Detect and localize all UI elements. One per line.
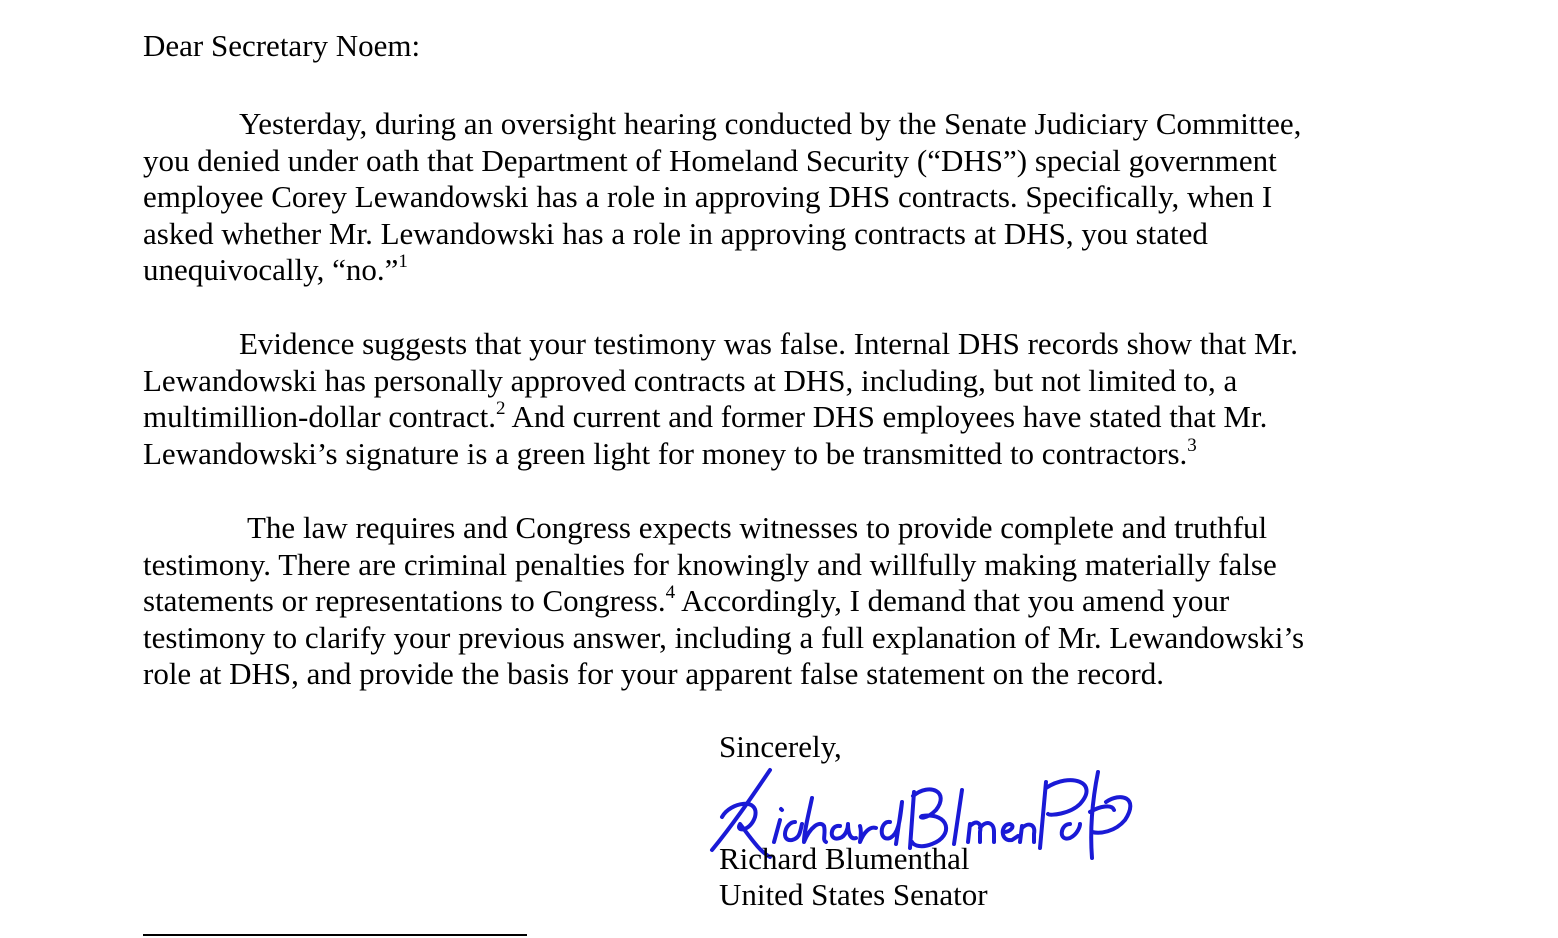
signer-title: United States Senator <box>719 877 988 912</box>
paragraph-3 <box>143 510 1304 693</box>
paragraph-line: asked whether Mr. Lewandowski has a role in approving contracts at DHS, you stated <box>143 215 1208 251</box>
footnote-marker: 1 <box>398 251 408 272</box>
paragraph-line: The law requires and Congress expects witnesses to provide complete and truthful <box>247 510 1268 545</box>
salutation: Dear Secretary Noem: <box>143 28 421 63</box>
closing: Sincerely, <box>719 729 842 764</box>
paragraph-line: Evidence suggests that your testimony was false. Internal DHS records show that Mr. <box>239 326 1298 361</box>
paragraph-line: Yesterday, during an oversight hearing conducted by the Senate Judiciary Committee, <box>239 106 1302 141</box>
paragraph-line: multimillion-dollar contract.$^2$ And current and former DHS employees have stated that Mr. <box>143 398 1268 434</box>
footnote-marker: 3 <box>1187 434 1197 456</box>
paragraph-line: statements or representations to Congress.$^4$ Accordingly, I demand that you amend your <box>143 582 1230 618</box>
paragraph-line: Lewandowski has personally approved contracts at DHS, including, but not limited to, a <box>143 362 1238 398</box>
paragraph-line: employee Corey Lewandowski has a role in approving DHS contracts. Specifically, when I <box>143 179 1273 214</box>
paragraph-line: role at DHS, and provide the basis for your apparent false statement on the record. <box>143 656 1164 691</box>
footnote-marker: 4 <box>665 582 676 603</box>
paragraph-line: testimony to clarify your previous answer, including a full explanation of Mr. Lewandowski’s <box>143 619 1305 655</box>
paragraph-line: Lewandowski’s signature is a green light for money to be transmitted to contractors.$^3$ <box>143 434 1197 471</box>
footnote-marker: 2 <box>495 398 506 419</box>
footnote-separator <box>143 934 527 936</box>
paragraph-1 <box>143 106 1301 289</box>
signer-name: Richard Blumenthal <box>719 841 970 876</box>
paragraph-line: unequivocally, “no.”$^1$ <box>143 251 408 287</box>
paragraph-line: you denied under oath that Department of Homeland Security (“DHS”) special government <box>143 142 1277 178</box>
paragraph-line: testimony. There are criminal penalties for knowingly and willfully making materially false <box>143 546 1277 582</box>
paragraph-2 <box>143 326 1298 472</box>
